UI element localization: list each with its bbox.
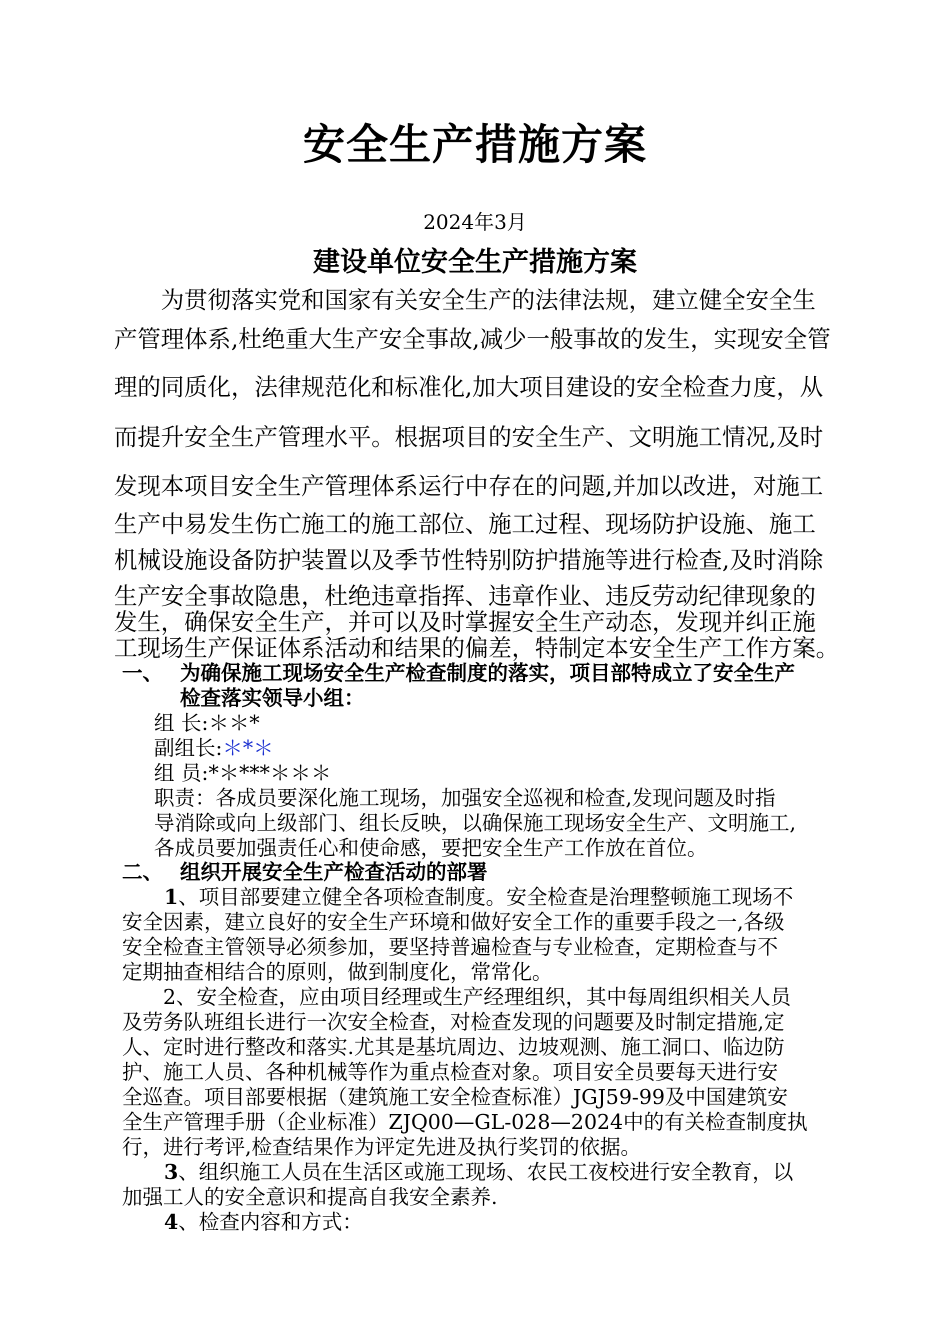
intro-line: 产管理体系,杜绝重大生产安全事故,减少一般事故的发生，实现安全管 xyxy=(114,325,831,353)
item2-line: 全生产管理手册（企业标准）ZJQ00—GL-028—2024中的有关检查制度执 xyxy=(122,1110,808,1134)
item1-text: 、项目部要建立健全各项检查制度。安全检查是治理整顿施工现场不 xyxy=(178,885,794,909)
document-subtitle: 建设单位安全生产措施方案 xyxy=(313,247,637,278)
intro-line: 而提升安全生产管理水平。根据项目的安全生产、文明施工情况,及时 xyxy=(114,423,824,451)
intro-line: 生产中易发生伤亡施工的施工部位、施工过程、现场防护设施、施工 xyxy=(114,510,816,538)
deputy-value: ＊*＊ xyxy=(222,736,274,760)
item2-line: 全巡查。项目部要根据（建筑施工安全检查标准）JGJ59-99及中国建筑安 xyxy=(122,1085,788,1109)
section2-heading: 组织开展安全生产检查活动的部署 xyxy=(180,860,488,884)
intro-line: 生产安全事故隐患，杜绝违章指挥、违章作业、违反劳动纪律现象的 xyxy=(114,582,816,610)
document-title: 安全生产措施方案 xyxy=(302,120,647,169)
item1-line: 安全检查主管领导必须参加，要坚持普遍检查与专业检查，定期检查与不 xyxy=(122,935,778,959)
item1-line: 安全因素，建立良好的安全生产环境和做好安全工作的重要手段之一,各级 xyxy=(122,910,785,934)
intro-line: 机械设施设备防护装置以及季节性特别防护措施等进行检查,及时消除 xyxy=(114,546,824,574)
intro-line: 为贯彻落实党和国家有关安全生产的法律法规，建立健全安全生 xyxy=(114,286,816,314)
section1-heading: 检查落实领导小组： xyxy=(180,686,365,710)
member-value: *＊***＊＊＊ xyxy=(208,761,332,785)
section1-number: 一、 xyxy=(122,661,163,685)
document-date: 2024年3月 xyxy=(423,210,527,234)
item4-line xyxy=(164,1205,363,1235)
intro-line: 发现本项目安全生产管理体系运行中存在的问题,并加以改进，对施工 xyxy=(114,472,824,500)
item2-line: 行，进行考评,检查结果作为评定先进及执行奖罚的依据。 xyxy=(122,1135,642,1159)
item1-number: 1 xyxy=(164,885,179,909)
section1-heading: 为确保施工现场安全生产检查制度的落实，项目部特成立了安全生产 xyxy=(180,661,795,685)
leader-value: ＊＊* xyxy=(208,711,260,735)
intro-line: 工现场生产保证体系活动和结果的偏差，特制定本安全生产工作方案。 xyxy=(114,634,840,662)
intro-line: 理的同质化，法律规范化和标准化,加大项目建设的安全检查力度，从 xyxy=(114,373,824,401)
item2-line: 及劳务队班组长进行一次安全检查，对检查发现的问题要及时制定措施,定 xyxy=(122,1010,785,1034)
item2-line: 护、施工人员、各种机械等作为重点检查对象。项目安全员要每天进行安 xyxy=(122,1060,778,1084)
intro-line: 发生，确保安全生产，并可以及时掌握安全生产动态，发现并纠正施 xyxy=(114,608,816,636)
leader-label: 组 长: xyxy=(154,711,209,735)
item2-line: 2、安全检查，应由项目经理或生产经理组织，其中每周组织相关人员 xyxy=(122,985,792,1009)
item4-number: 4 xyxy=(164,1210,179,1234)
member-label: 组 员: xyxy=(154,761,209,785)
item3-text: 、组织施工人员在生活区或施工现场、农民工夜校进行安全教育，以 xyxy=(178,1160,794,1184)
item2-line: 人、定时进行整改和落实.尤其是基坑周边、边坡观测、施工洞口、临边防 xyxy=(122,1035,785,1059)
duty-line: 职责：各成员要深化施工现场，加强安全巡视和检查,发现问题及时指 xyxy=(154,786,776,810)
duty-line: 导消除或向上级部门、组长反映，以确保施工现场安全生产、文明施工, xyxy=(154,811,797,835)
item4-text: 、检查内容和方式： xyxy=(178,1210,363,1234)
item1-line: 定期抽查相结合的原则，做到制度化，常常化。 xyxy=(122,960,553,984)
item3-number: 3 xyxy=(164,1160,179,1184)
duty-line: 各成员要加强责任心和使命感，要把安全生产工作放在首位。 xyxy=(154,836,708,860)
section2-number: 二、 xyxy=(122,860,163,884)
deputy-label: 副组长: xyxy=(154,736,223,760)
item3-line: 加强工人的安全意识和提高自我安全素养. xyxy=(122,1185,498,1209)
